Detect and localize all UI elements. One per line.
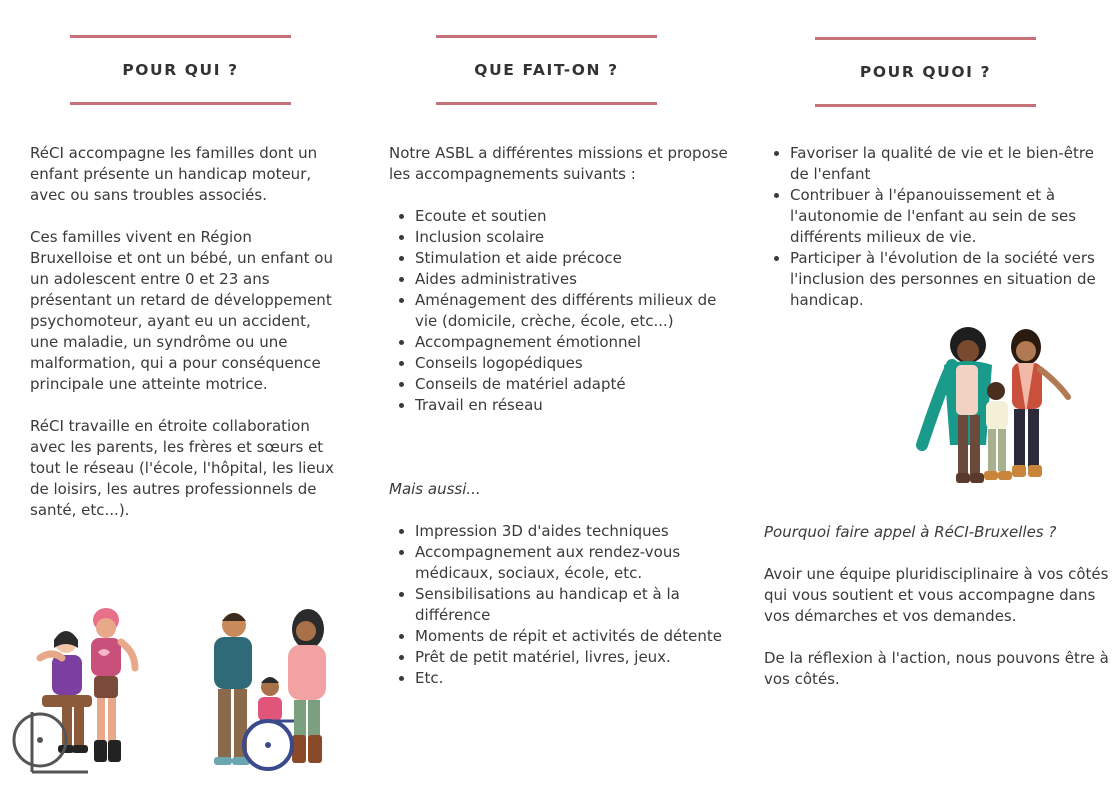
divider-bottom (815, 104, 1036, 107)
heading-pour-quoi: POUR QUOI ? (859, 63, 992, 81)
list-item: Accompagnement émotionnel (389, 332, 734, 353)
also-label: Mais aussi... (389, 480, 481, 498)
family-walking-illustration (914, 325, 1074, 493)
divider-top (815, 37, 1036, 40)
heading-box-pour-qui (70, 35, 291, 105)
list-item: Aménagement des différents milieux de vie (domicile, crèche, école, etc...) (389, 290, 734, 332)
list-item: Stimulation et aide précoce (389, 248, 734, 269)
heading-box-que-fait-on (436, 35, 657, 105)
list-item: Aides administratives (389, 269, 734, 290)
missions-list (389, 206, 734, 416)
divider-bottom (436, 102, 657, 105)
list-item: Etc. (389, 668, 734, 689)
text-que-fait-on (389, 143, 734, 185)
paragraph: De la réflexion à l'action, nous pouvons être à vos côtés. (764, 649, 1109, 688)
friends-wheelchair-illustration (18, 600, 168, 785)
family-wheelchair-illustration (198, 605, 343, 775)
divider-top (70, 35, 291, 38)
list-item: Moments de répit et activités de détente (389, 626, 734, 647)
question-text: Pourquoi faire appel à RéCI-Bruxelles ? (764, 523, 1057, 541)
paragraph: Ces familles vivent en Région Bruxelloise et ont un bébé, un enfant ou un adolescent entre 0 et 23 ans présentant un retard de développement psychomoteur, ayant eu un accident, une maladie, un syndrôme ou une malformation, qui a pour conséquence principale une atteinte motrice. (30, 228, 333, 393)
heading-box-pour-quoi (815, 37, 1036, 107)
list-item: Accompagnement aux rendez-vous médicaux, sociaux, école, etc. (389, 542, 734, 584)
heading-pour-qui: POUR QUI ? (122, 61, 239, 79)
list-item: Ecoute et soutien (389, 206, 734, 227)
list-item: Travail en réseau (389, 395, 734, 416)
intro-text: Notre ASBL a différentes missions et propose les accompagnements suivants : (389, 144, 728, 183)
heading-que-fait-on: QUE FAIT-ON ? (474, 61, 619, 79)
paragraph: RéCI travaille en étroite collaboration avec les parents, les frères et sœurs et tout le réseau (l'école, l'hôpital, les lieux de loisirs, les autres professionnels de santé, etc...). (30, 417, 335, 519)
paragraph: RéCI accompagne les familles dont un enfant présente un handicap moteur, avec ou sans troubles associés. (30, 144, 318, 204)
list-item: Conseils de matériel adapté (389, 374, 734, 395)
paragraph: Avoir une équipe pluridisciplinaire à vos côtés qui vous soutient et vous accompagne dans vos démarches et vos demandes. (764, 565, 1109, 625)
list-item: Inclusion scolaire (389, 227, 734, 248)
list-item: Prêt de petit matériel, livres, jeux. (389, 647, 734, 668)
text-pour-qui (30, 143, 335, 521)
list-item: Favoriser la qualité de vie et le bien-être de l'enfant (764, 143, 1109, 185)
list-item: Conseils logopédiques (389, 353, 734, 374)
list-item: Sensibilisations au handicap et à la différence (389, 584, 734, 626)
text-pour-quoi (764, 564, 1109, 690)
list-item: Impression 3D d'aides techniques (389, 521, 734, 542)
list-item: Participer à l'évolution de la société vers l'inclusion des personnes en situation de handicap. (764, 248, 1109, 311)
goals-list (764, 143, 1109, 311)
list-item: Contribuer à l'épanouissement et à l'autonomie de l'enfant au sein de ses différents milieux de vie. (764, 185, 1109, 248)
divider-top (436, 35, 657, 38)
divider-bottom (70, 102, 291, 105)
also-list (389, 521, 734, 689)
